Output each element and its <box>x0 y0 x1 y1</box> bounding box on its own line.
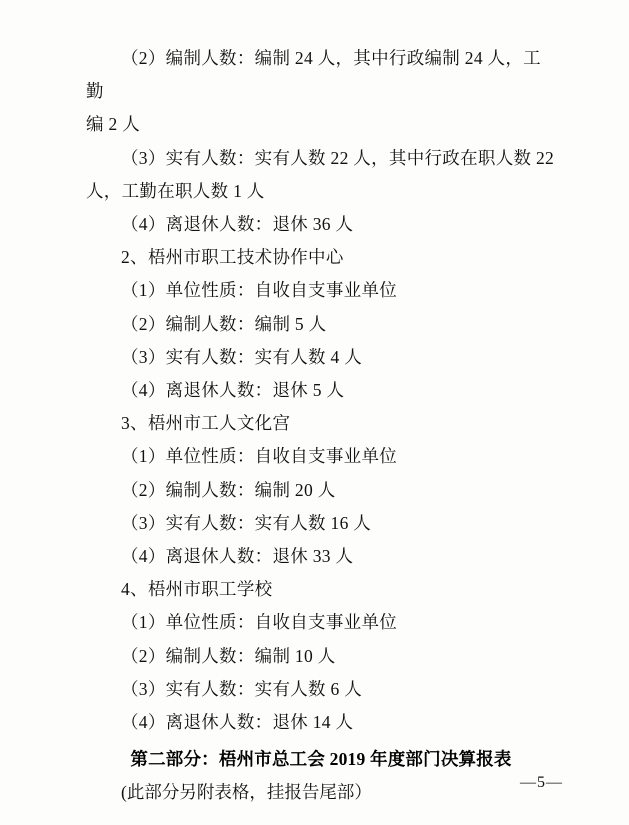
body-line: 编 2 人 <box>86 114 140 135</box>
body-line: 4、梧州市职工学校 <box>121 579 273 600</box>
body-line: 2、梧州市职工技术协作中心 <box>121 247 344 268</box>
body-line: （1）单位性质：自收自支事业单位 <box>121 612 398 633</box>
body-line: （2）编制人数：编制 24 人，其中行政编制 24 人，工勤 <box>86 48 541 102</box>
body-line: （3）实有人数：实有人数 22 人，其中行政在职人数 22 <box>121 147 555 168</box>
document-body <box>86 42 556 810</box>
body-line: （4）离退休人数：退休 5 人 <box>121 380 345 401</box>
body-line: （2）编制人数：编制 20 人 <box>121 479 336 500</box>
body-line: （3）实有人数：实有人数 6 人 <box>121 678 363 699</box>
body-line: （3）实有人数：实有人数 16 人 <box>121 512 372 533</box>
body-line: （1）单位性质：自收自支事业单位 <box>121 446 398 467</box>
section-heading: 第二部分：梧州市总工会 2019 年度部门决算报表 <box>130 749 512 770</box>
section-note: (此部分另附表格，挂报告尾部） <box>121 782 372 803</box>
body-line: （1）单位性质：自收自支事业单位 <box>121 280 398 301</box>
body-line: 3、梧州市工人文化宫 <box>121 413 291 434</box>
body-line: （4）离退休人数：退休 14 人 <box>121 712 354 733</box>
page-number: —5— <box>520 774 563 791</box>
body-line: （2）编制人数：编制 10 人 <box>121 645 336 666</box>
body-line: （3）实有人数：实有人数 4 人 <box>121 346 363 367</box>
body-line: （4）离退休人数：退休 33 人 <box>121 546 354 567</box>
body-line: （4）离退休人数：退休 36 人 <box>121 214 354 235</box>
body-line: （2）编制人数：编制 5 人 <box>121 313 327 334</box>
body-line: 人，工勤在职人数 1 人 <box>86 180 265 201</box>
